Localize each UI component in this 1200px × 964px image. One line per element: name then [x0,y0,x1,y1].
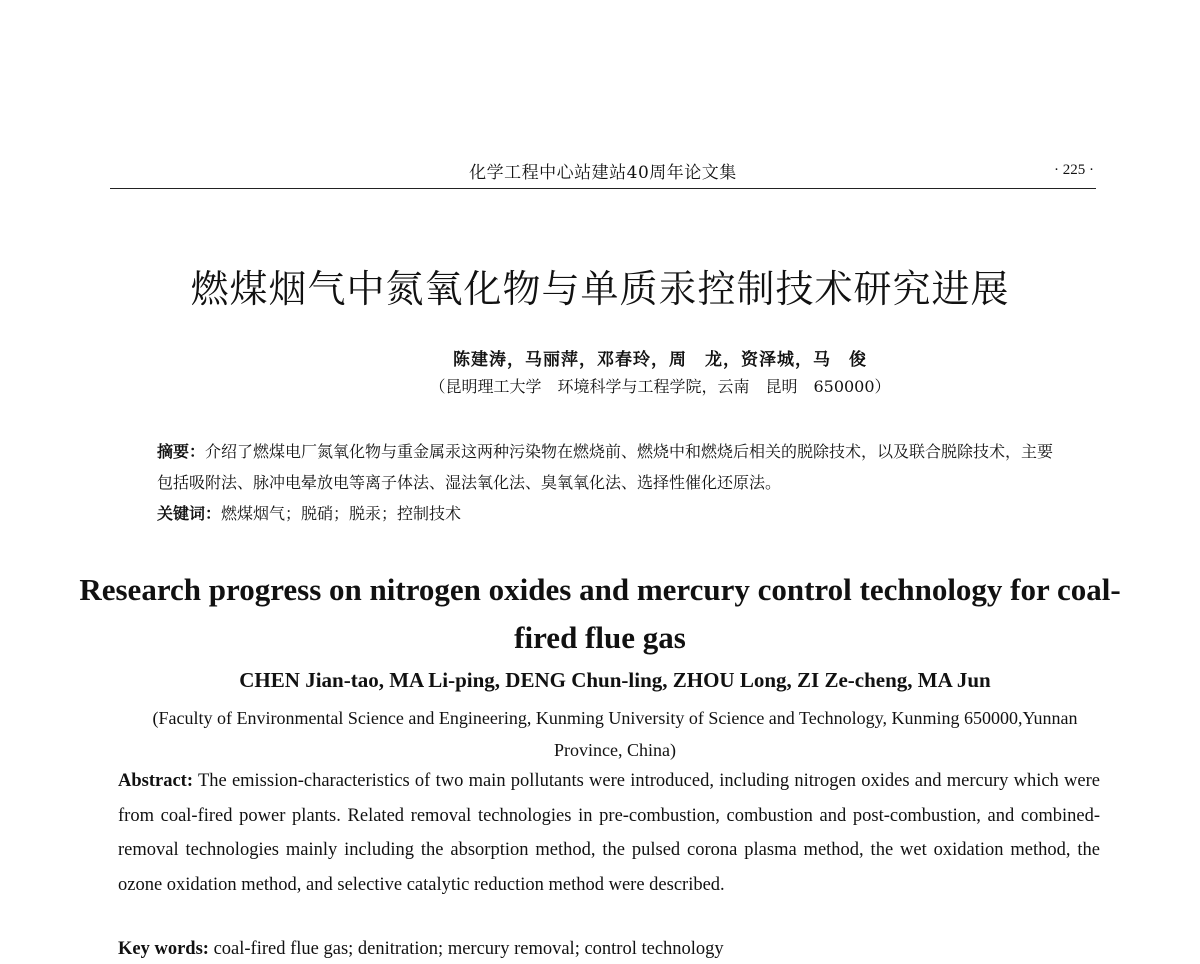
page-number: · 225 · [1054,162,1094,178]
keywords-english [118,934,724,964]
abstract-chinese [157,436,1062,498]
abstract-english-label: Abstract: [118,771,194,791]
authors-chinese: 陈建涛，马丽萍，邓春玲，周 龙，资泽城，马 俊 [453,350,867,370]
abstract-english-text: The emission-characteristics of two main pollutants were introduced, including nitrogen oxides and mercury which were from coal-fired power plants. Related removal technologies in pre-combustion, combustion and post-combustion, and combined-removal technologies mainly including the absorption method, the pulsed corona plasma method, the wet oxidation method, the ozone oxidation method, and selective catalytic reduction method were described. [118,771,1100,895]
keywords-english-text: coal-fired flue gas; denitration; mercury removal; control technology [213,939,724,959]
abstract-chinese-text: 介绍了燃煤电厂氮氧化物与重金属汞这两种污染物在燃烧前、燃烧中和燃烧后相关的脱除技术，以及联合脱除技术，主要包括吸附法、脉冲电晕放电等离子体法、湿法氧化法、臭氧氧化法、选择性催化还原法。 [157,442,1054,492]
paper-title-english: Research progress on nitrogen oxides and mercury control technology for coal-fired flue gas [79,572,1121,655]
running-header [110,154,1096,189]
authors-english: CHEN Jian-tao, MA Li-ping, DENG Chun-ling, ZHOU Long, ZI Ze-cheng, MA Jun [239,668,991,692]
affiliation-chinese: （昆明理工大学 环境科学与工程学院，云南 昆明 650000） [429,377,891,396]
keywords-chinese-text: 燃煤烟气；脱硝；脱汞；控制技术 [221,504,462,523]
abstract-chinese-label: 摘要： [157,442,206,461]
keywords-english-label: Key words: [118,939,209,959]
keywords-chinese-label: 关键词： [157,504,222,523]
paper-title-chinese: 燃煤烟气中氮氧化物与单质汞控制技术研究进展 [190,267,1010,311]
abstract-english [118,764,1100,902]
affiliation-english: (Faculty of Environmental Science and Engineering, Kunming University of Science and Technology, Kunming 650000,Yunnan Province, China) [152,708,1078,760]
keywords-chinese [157,498,461,529]
running-title: 化学工程中心站建站40周年论文集 [469,163,737,183]
